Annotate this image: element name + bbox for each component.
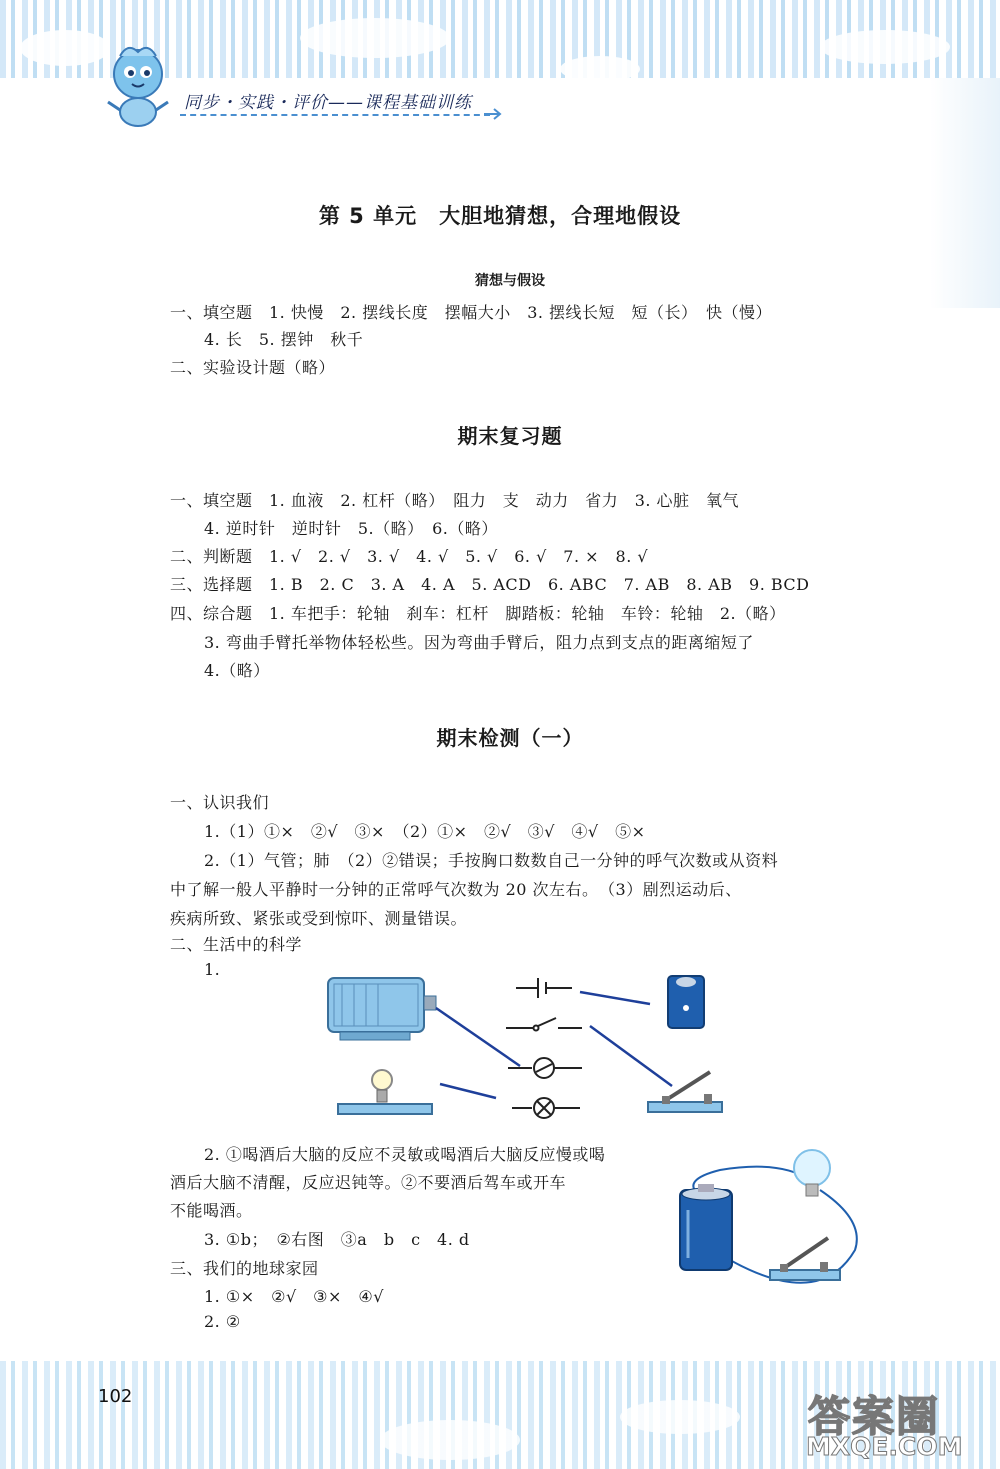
answer-line: 二、判断题 1. √ 2. √ 3. √ 4. √ 5. √ 6. √ 7. × 8. √ (170, 547, 649, 566)
answer-line: 3. ①b； ②右图 ③a b c 4. d (204, 1230, 470, 1249)
section-title-final-test: 期末检测（一） (436, 726, 584, 750)
answer-line: 一、填空题 1. 快慢 2. 摆线长度 摆幅大小 3. 摆线长短 短（长） 快（慢） (170, 303, 773, 322)
unit-title: 第 5 单元 大胆地猜想，合理地假设 (318, 204, 682, 228)
answer-line: 1. ①× ②√ ③× ④√ (204, 1287, 384, 1306)
watermark-url: MXQE.COM (806, 1432, 963, 1461)
answer-line: 二、实验设计题（略） (170, 358, 336, 377)
circuit-matching-diagram (320, 968, 740, 1128)
cloud-decoration (380, 1420, 520, 1460)
bulb-image (338, 1070, 432, 1114)
header-divider (180, 114, 490, 116)
circuit-symbols (506, 978, 582, 1118)
arrow-icon (484, 106, 504, 122)
matching-lines (436, 992, 672, 1098)
section-title-guess: 猜想与假设 (475, 273, 545, 289)
circuit-image (660, 1140, 870, 1310)
battery-image (668, 976, 704, 1028)
answer-line: 4. 逆时针 逆时针 5.（略） 6.（略） (204, 519, 498, 538)
switch-icon (770, 1238, 840, 1280)
answer-line: 1.（1）①× ②√ ③× （2）①× ②√ ③√ ④√ ⑤× (204, 822, 646, 841)
answer-line: 不能喝酒。 (170, 1201, 253, 1220)
answer-line: 4.（略） (204, 661, 270, 680)
answer-line: 4. 长 5. 摆钟 秋千 (204, 330, 364, 349)
answer-line: 疾病所致、紧张或受到惊吓、测量错误。 (170, 909, 468, 928)
answer-line: 2.（1）气管；肺 （2）②错误；手按胸口数数自己一分钟的呼气次数或从资料 (204, 851, 779, 870)
watermark-logo: 答案圈 (808, 1392, 941, 1441)
cloud-decoration (820, 30, 950, 64)
answer-line: 中了解一般人平静时一分钟的正常呼气次数为 20 次左右。 （3）剧烈运动后、 (170, 880, 742, 899)
cloud-decoration (20, 30, 110, 66)
answer-line: 酒后大脑不清醒，反应迟钝等。②不要酒后驾车或开车 (170, 1173, 567, 1192)
answer-line: 一、填空题 1. 血液 2. 杠杆（略） 阻力 支 动力 省力 3. 心脏 氧气 (170, 491, 740, 510)
answer-line: 三、我们的地球家园 (170, 1259, 319, 1278)
answer-line: 四、综合题 1. 车把手：轮轴 刹车：杠杆 脚踏板：轮轴 车铃：轮轴 2.（略） (170, 604, 786, 623)
answer-line: 三、选择题 1. B 2. C 3. A 4. A 5. ACD 6. ABC 7. AB 8. AB 9. BCD (170, 575, 810, 594)
answer-line: 1. (204, 960, 221, 979)
bulb-icon (794, 1150, 830, 1196)
answer-line: 2. ② (204, 1312, 241, 1331)
motor-image (328, 978, 436, 1040)
cloud-decoration (620, 1400, 740, 1434)
answer-line: 二、生活中的科学 (170, 935, 303, 954)
answer-line: 一、认识我们 (170, 793, 270, 812)
cloud-decoration (300, 18, 450, 58)
page-number: 102 (98, 1386, 133, 1407)
mascot-icon (98, 40, 178, 130)
answer-line: 2. ①喝酒后大脑的反应不灵敏或喝酒后大脑反应慢或喝 (204, 1145, 606, 1164)
header-title: 同步・实践・评价——课程基础训练 (184, 93, 472, 113)
cloud-decoration (560, 56, 640, 82)
answer-line: 3. 弯曲手臂托举物体轻松些。因为弯曲手臂后，阻力点到支点的距离缩短了 (204, 633, 754, 652)
section-title-review: 期末复习题 (457, 424, 563, 448)
battery-icon (680, 1184, 732, 1270)
